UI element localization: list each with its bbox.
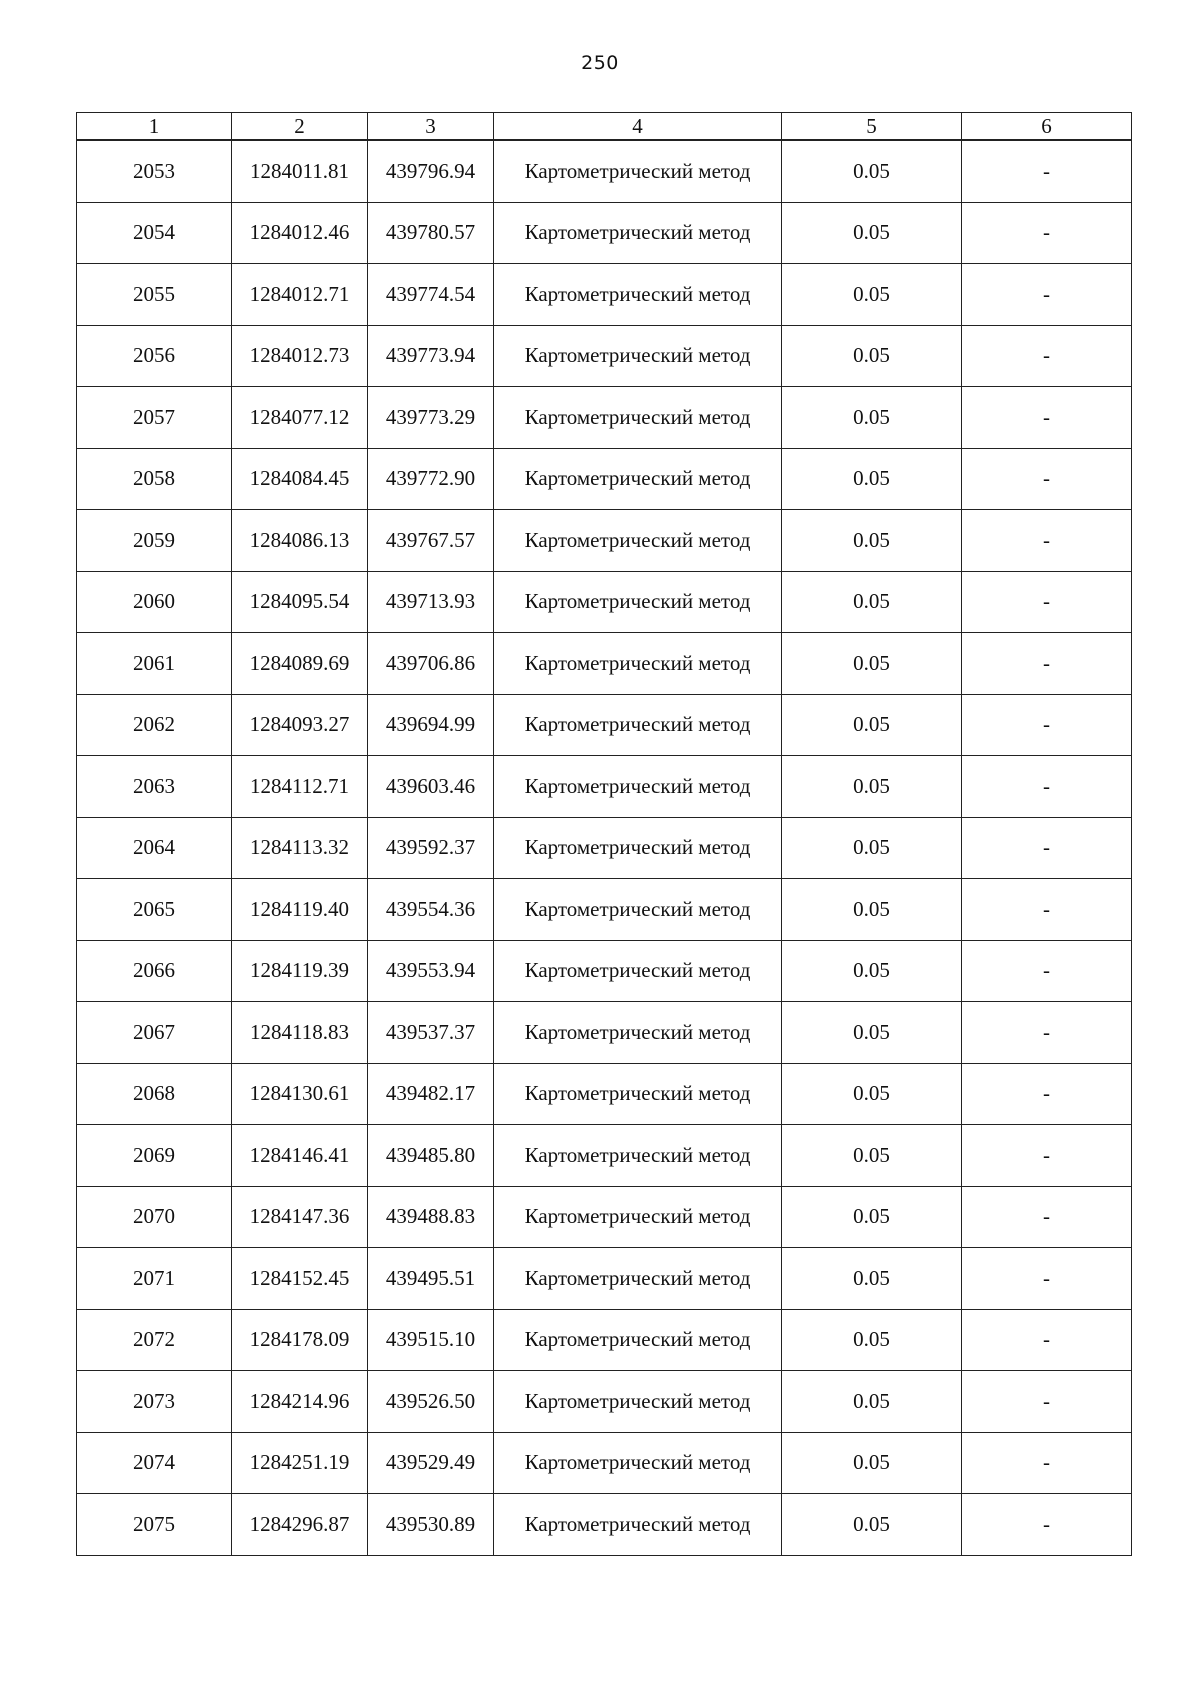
y-coordinate-cell: 439495.51 xyxy=(368,1248,494,1310)
method-cell: Картометрический метод xyxy=(494,202,782,264)
method-cell: Картометрический метод xyxy=(494,1125,782,1187)
note-cell: - xyxy=(962,879,1132,941)
accuracy-cell: 0.05 xyxy=(782,1309,962,1371)
accuracy-cell: 0.05 xyxy=(782,1186,962,1248)
note-cell: - xyxy=(962,694,1132,756)
method-cell: Картометрический метод xyxy=(494,1432,782,1494)
x-coordinate-cell: 1284089.69 xyxy=(232,633,368,695)
column-header-1: 1 xyxy=(77,113,232,141)
y-coordinate-cell: 439713.93 xyxy=(368,571,494,633)
note-cell: - xyxy=(962,1494,1132,1556)
y-coordinate-cell: 439530.89 xyxy=(368,1494,494,1556)
method-cell: Картометрический метод xyxy=(494,817,782,879)
method-cell: Картометрический метод xyxy=(494,1309,782,1371)
method-cell: Картометрический метод xyxy=(494,387,782,449)
method-cell: Картометрический метод xyxy=(494,879,782,941)
y-coordinate-cell: 439694.99 xyxy=(368,694,494,756)
note-cell: - xyxy=(962,1371,1132,1433)
accuracy-cell: 0.05 xyxy=(782,510,962,572)
accuracy-cell: 0.05 xyxy=(782,448,962,510)
accuracy-cell: 0.05 xyxy=(782,202,962,264)
y-coordinate-cell: 439526.50 xyxy=(368,1371,494,1433)
note-cell: - xyxy=(962,510,1132,572)
note-cell: - xyxy=(962,325,1132,387)
point-number-cell: 2065 xyxy=(77,879,232,941)
x-coordinate-cell: 1284077.12 xyxy=(232,387,368,449)
note-cell: - xyxy=(962,264,1132,326)
y-coordinate-cell: 439603.46 xyxy=(368,756,494,818)
point-number-cell: 2059 xyxy=(77,510,232,572)
header-row xyxy=(77,113,1132,141)
accuracy-cell: 0.05 xyxy=(782,1248,962,1310)
note-cell: - xyxy=(962,756,1132,818)
method-cell: Картометрический метод xyxy=(494,1371,782,1433)
x-coordinate-cell: 1284084.45 xyxy=(232,448,368,510)
note-cell: - xyxy=(962,1125,1132,1187)
accuracy-cell: 0.05 xyxy=(782,879,962,941)
accuracy-cell: 0.05 xyxy=(782,694,962,756)
table-row xyxy=(77,1309,1132,1371)
accuracy-cell: 0.05 xyxy=(782,1494,962,1556)
point-number-cell: 2068 xyxy=(77,1063,232,1125)
column-header-4: 4 xyxy=(494,113,782,141)
method-cell: Картометрический метод xyxy=(494,510,782,572)
table-row xyxy=(77,510,1132,572)
y-coordinate-cell: 439774.54 xyxy=(368,264,494,326)
x-coordinate-cell: 1284118.83 xyxy=(232,1002,368,1064)
x-coordinate-cell: 1284113.32 xyxy=(232,817,368,879)
table-row xyxy=(77,387,1132,449)
table-row xyxy=(77,633,1132,695)
method-cell: Картометрический метод xyxy=(494,571,782,633)
x-coordinate-cell: 1284214.96 xyxy=(232,1371,368,1433)
table-row xyxy=(77,1371,1132,1433)
x-coordinate-cell: 1284147.36 xyxy=(232,1186,368,1248)
accuracy-cell: 0.05 xyxy=(782,387,962,449)
method-cell: Картометрический метод xyxy=(494,756,782,818)
y-coordinate-cell: 439592.37 xyxy=(368,817,494,879)
table-row xyxy=(77,1063,1132,1125)
table-row xyxy=(77,1494,1132,1556)
point-number-cell: 2066 xyxy=(77,940,232,1002)
y-coordinate-cell: 439773.29 xyxy=(368,387,494,449)
method-cell: Картометрический метод xyxy=(494,1494,782,1556)
note-cell: - xyxy=(962,633,1132,695)
y-coordinate-cell: 439706.86 xyxy=(368,633,494,695)
note-cell: - xyxy=(962,1186,1132,1248)
accuracy-cell: 0.05 xyxy=(782,1371,962,1433)
method-cell: Картометрический метод xyxy=(494,325,782,387)
point-number-cell: 2057 xyxy=(77,387,232,449)
note-cell: - xyxy=(962,140,1132,202)
column-header-6: 6 xyxy=(962,113,1132,141)
point-number-cell: 2053 xyxy=(77,140,232,202)
accuracy-cell: 0.05 xyxy=(782,940,962,1002)
x-coordinate-cell: 1284012.46 xyxy=(232,202,368,264)
accuracy-cell: 0.05 xyxy=(782,1002,962,1064)
method-cell: Картометрический метод xyxy=(494,264,782,326)
point-number-cell: 2060 xyxy=(77,571,232,633)
point-number-cell: 2070 xyxy=(77,1186,232,1248)
accuracy-cell: 0.05 xyxy=(782,633,962,695)
method-cell: Картометрический метод xyxy=(494,448,782,510)
point-number-cell: 2071 xyxy=(77,1248,232,1310)
y-coordinate-cell: 439554.36 xyxy=(368,879,494,941)
point-number-cell: 2074 xyxy=(77,1432,232,1494)
column-header-5: 5 xyxy=(782,113,962,141)
x-coordinate-cell: 1284093.27 xyxy=(232,694,368,756)
y-coordinate-cell: 439515.10 xyxy=(368,1309,494,1371)
note-cell: - xyxy=(962,1432,1132,1494)
method-cell: Картометрический метод xyxy=(494,633,782,695)
accuracy-cell: 0.05 xyxy=(782,264,962,326)
accuracy-cell: 0.05 xyxy=(782,817,962,879)
y-coordinate-cell: 439772.90 xyxy=(368,448,494,510)
table-row xyxy=(77,756,1132,818)
y-coordinate-cell: 439553.94 xyxy=(368,940,494,1002)
table-row xyxy=(77,448,1132,510)
x-coordinate-cell: 1284251.19 xyxy=(232,1432,368,1494)
x-coordinate-cell: 1284146.41 xyxy=(232,1125,368,1187)
y-coordinate-cell: 439482.17 xyxy=(368,1063,494,1125)
x-coordinate-cell: 1284112.71 xyxy=(232,756,368,818)
y-coordinate-cell: 439537.37 xyxy=(368,1002,494,1064)
accuracy-cell: 0.05 xyxy=(782,140,962,202)
point-number-cell: 2075 xyxy=(77,1494,232,1556)
note-cell: - xyxy=(962,1002,1132,1064)
table-row xyxy=(77,1186,1132,1248)
y-coordinate-cell: 439485.80 xyxy=(368,1125,494,1187)
column-header-2: 2 xyxy=(232,113,368,141)
note-cell: - xyxy=(962,448,1132,510)
note-cell: - xyxy=(962,1309,1132,1371)
table-row xyxy=(77,571,1132,633)
x-coordinate-cell: 1284119.40 xyxy=(232,879,368,941)
point-number-cell: 2062 xyxy=(77,694,232,756)
x-coordinate-cell: 1284130.61 xyxy=(232,1063,368,1125)
x-coordinate-cell: 1284178.09 xyxy=(232,1309,368,1371)
note-cell: - xyxy=(962,571,1132,633)
point-number-cell: 2055 xyxy=(77,264,232,326)
y-coordinate-cell: 439529.49 xyxy=(368,1432,494,1494)
point-number-cell: 2054 xyxy=(77,202,232,264)
point-number-cell: 2069 xyxy=(77,1125,232,1187)
column-header-3: 3 xyxy=(368,113,494,141)
table-row xyxy=(77,202,1132,264)
x-coordinate-cell: 1284012.73 xyxy=(232,325,368,387)
x-coordinate-cell: 1284012.71 xyxy=(232,264,368,326)
x-coordinate-cell: 1284095.54 xyxy=(232,571,368,633)
point-number-cell: 2072 xyxy=(77,1309,232,1371)
method-cell: Картометрический метод xyxy=(494,140,782,202)
note-cell: - xyxy=(962,1063,1132,1125)
y-coordinate-cell: 439796.94 xyxy=(368,140,494,202)
point-number-cell: 2064 xyxy=(77,817,232,879)
method-cell: Картометрический метод xyxy=(494,1063,782,1125)
y-coordinate-cell: 439773.94 xyxy=(368,325,494,387)
point-number-cell: 2067 xyxy=(77,1002,232,1064)
accuracy-cell: 0.05 xyxy=(782,1125,962,1187)
method-cell: Картометрический метод xyxy=(494,1186,782,1248)
note-cell: - xyxy=(962,817,1132,879)
accuracy-cell: 0.05 xyxy=(782,1063,962,1125)
table-row xyxy=(77,940,1132,1002)
note-cell: - xyxy=(962,1248,1132,1310)
x-coordinate-cell: 1284119.39 xyxy=(232,940,368,1002)
table-row xyxy=(77,879,1132,941)
method-cell: Картометрический метод xyxy=(494,940,782,1002)
table-row xyxy=(77,1125,1132,1187)
accuracy-cell: 0.05 xyxy=(782,571,962,633)
table-row xyxy=(77,140,1132,202)
note-cell: - xyxy=(962,202,1132,264)
table-row xyxy=(77,264,1132,326)
point-number-cell: 2063 xyxy=(77,756,232,818)
coordinates-table xyxy=(76,112,1132,1556)
x-coordinate-cell: 1284011.81 xyxy=(232,140,368,202)
y-coordinate-cell: 439767.57 xyxy=(368,510,494,572)
table-row xyxy=(77,817,1132,879)
accuracy-cell: 0.05 xyxy=(782,325,962,387)
x-coordinate-cell: 1284296.87 xyxy=(232,1494,368,1556)
method-cell: Картометрический метод xyxy=(494,1002,782,1064)
y-coordinate-cell: 439488.83 xyxy=(368,1186,494,1248)
note-cell: - xyxy=(962,940,1132,1002)
x-coordinate-cell: 1284152.45 xyxy=(232,1248,368,1310)
table-row xyxy=(77,694,1132,756)
point-number-cell: 2073 xyxy=(77,1371,232,1433)
accuracy-cell: 0.05 xyxy=(782,756,962,818)
table-row xyxy=(77,1432,1132,1494)
table-row xyxy=(77,325,1132,387)
table-row xyxy=(77,1248,1132,1310)
point-number-cell: 2056 xyxy=(77,325,232,387)
note-cell: - xyxy=(962,387,1132,449)
table-row xyxy=(77,1002,1132,1064)
x-coordinate-cell: 1284086.13 xyxy=(232,510,368,572)
y-coordinate-cell: 439780.57 xyxy=(368,202,494,264)
accuracy-cell: 0.05 xyxy=(782,1432,962,1494)
page-number: 250 xyxy=(581,52,619,74)
point-number-cell: 2061 xyxy=(77,633,232,695)
table-header xyxy=(77,113,1132,141)
method-cell: Картометрический метод xyxy=(494,1248,782,1310)
table-body xyxy=(77,140,1132,1555)
method-cell: Картометрический метод xyxy=(494,694,782,756)
point-number-cell: 2058 xyxy=(77,448,232,510)
